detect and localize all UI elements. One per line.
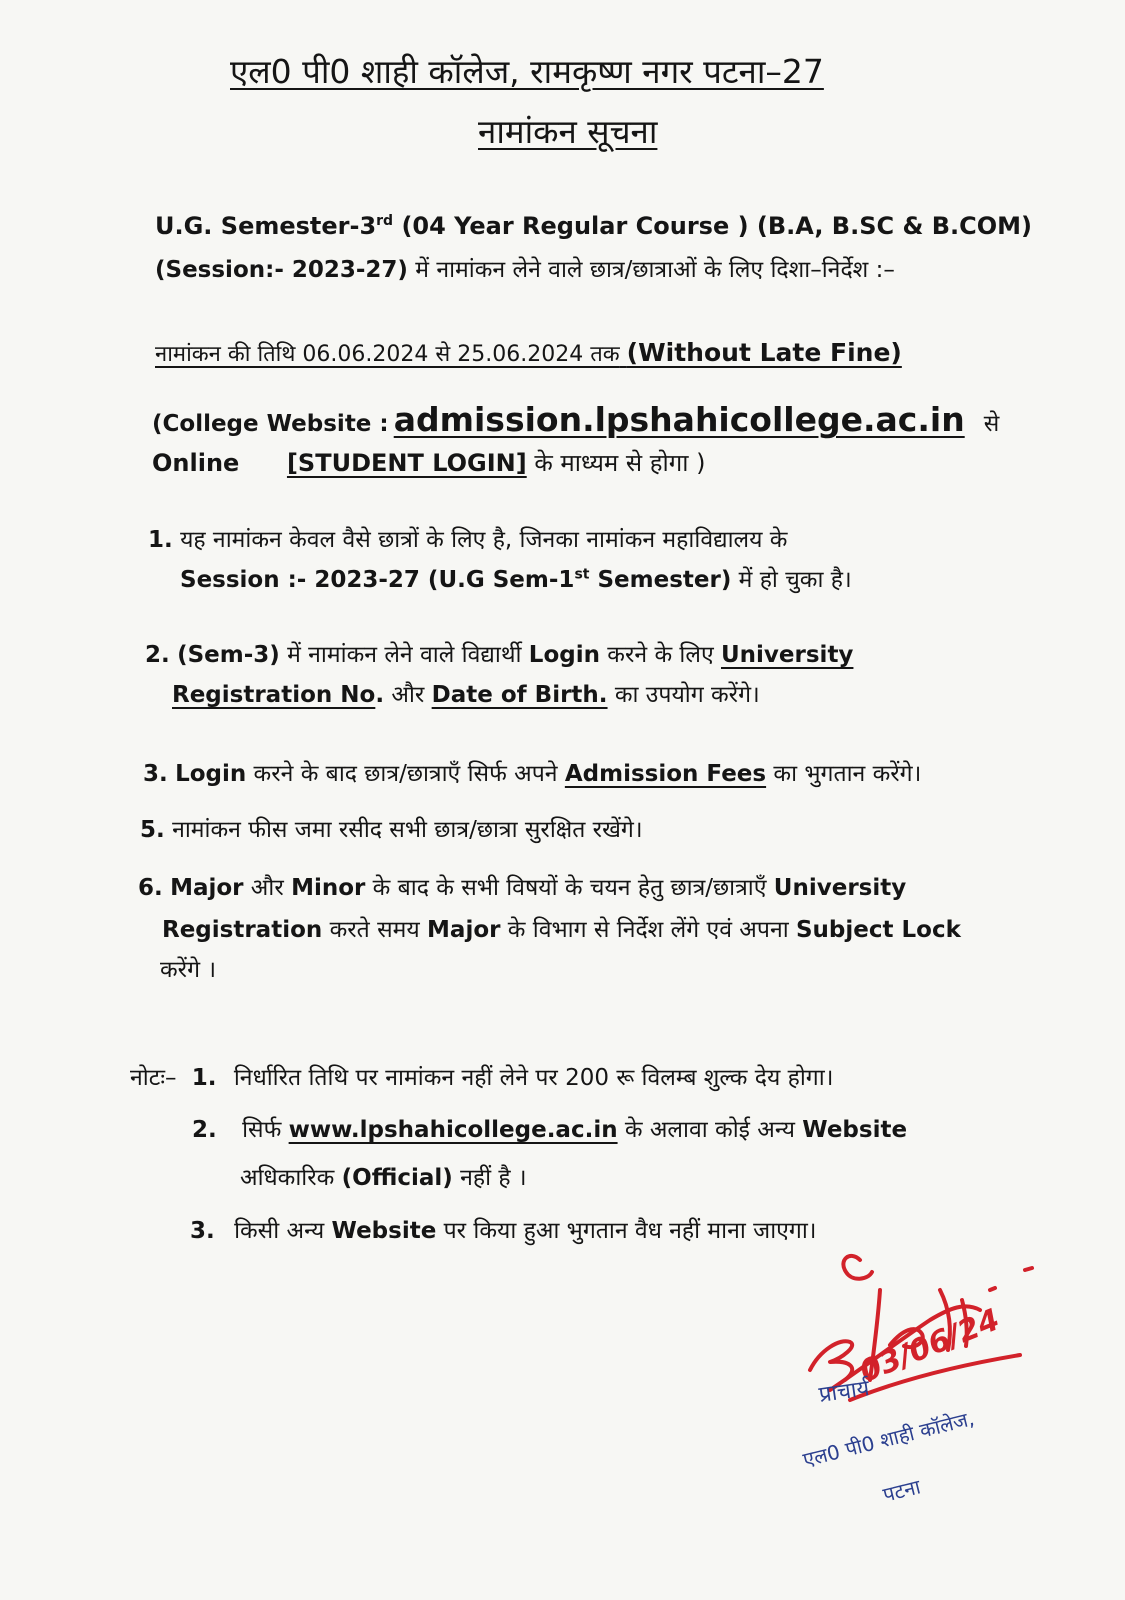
intro-session: (Session:- 2023-27) xyxy=(155,257,408,283)
point-2-text-2: करने के लिए xyxy=(599,642,721,668)
point-6-text: के बाद के सभी विषयों के चयन हेतु छात्र/छात्राएँ xyxy=(365,875,774,901)
note-2-line-2 xyxy=(240,1160,527,1192)
point-5 xyxy=(140,812,643,844)
website-se: से xyxy=(983,411,1000,437)
principal-stamp xyxy=(800,1372,1030,1522)
intro-semester-sup: rd xyxy=(376,213,394,229)
point-2-login: Login xyxy=(528,642,600,668)
website-line-2 xyxy=(152,446,705,479)
student-login-link[interactable]: [STUDENT LOGIN] xyxy=(286,449,527,477)
point-1-number: 1. xyxy=(148,527,173,553)
intro-line-1 xyxy=(155,212,1032,240)
point-2-number: 2. xyxy=(145,642,170,668)
note-1-text: निर्धारित तिथि पर नामांकन नहीं लेने पर 200 रू विलम्ब शुल्क देय होगा। xyxy=(233,1065,834,1091)
note-2-number: 2. xyxy=(192,1117,217,1143)
point-2-registration: Registration No xyxy=(172,682,376,708)
admission-dates xyxy=(155,338,902,368)
point-6-text-2: करते समय xyxy=(322,917,428,943)
college-title: एल0 पी0 शाही कॉलेज, रामकृष्ण नगर पटना–27 xyxy=(230,52,824,91)
point-3-admission-fees: Admission Fees xyxy=(564,761,767,787)
point-2-university: University xyxy=(721,642,854,668)
notice-title: नामांकन सूचना xyxy=(478,112,658,151)
note-2-line-1 xyxy=(192,1112,907,1144)
point-2-dot: . xyxy=(375,682,385,708)
note-3 xyxy=(190,1213,817,1245)
note-2-official: (Official) xyxy=(341,1165,453,1191)
point-6-line-3 xyxy=(160,952,216,984)
point-6-line-2 xyxy=(162,912,961,944)
point-6-minor: Minor xyxy=(291,875,366,901)
website-line-1 xyxy=(152,400,999,439)
point-6-aur: और xyxy=(243,875,292,901)
point-6-major: Major xyxy=(170,875,244,901)
point-2-line-1 xyxy=(145,637,853,669)
signature-date: 03/06/24 xyxy=(855,1302,1005,1390)
college-website-label: (College Website : xyxy=(152,411,389,437)
intro-course: (04 Year Regular Course ) (B.A, B.SC & B.COM) xyxy=(393,212,1033,240)
website-tail: के माध्यम से होगा ) xyxy=(534,449,706,477)
note-3-website: Website xyxy=(331,1218,437,1244)
point-2-dob: Date of Birth. xyxy=(431,682,608,708)
intro-instruction: में नामांकन लेने वाले छात्र/छात्राओं के लिए दिशा–निर्देश :– xyxy=(407,257,895,283)
stamp-principal: प्राचार्य xyxy=(817,1376,871,1408)
point-1-semester: Semester) xyxy=(589,567,732,593)
point-3-text: करने के बाद छात्र/छात्राएँ सिर्फ अपने xyxy=(246,761,565,787)
intro-line-2 xyxy=(155,252,895,284)
point-6-subject-lock: Subject Lock xyxy=(795,917,961,943)
point-6-line-1 xyxy=(138,870,906,902)
point-2-sem: (Sem-3) xyxy=(177,642,280,668)
note-1 xyxy=(130,1060,833,1092)
point-2-text: में नामांकन लेने वाले विद्यार्थी xyxy=(279,642,529,668)
note-3-tail: पर किया हुआ भुगतान वैध नहीं माना जाएगा। xyxy=(436,1218,817,1244)
point-5-text: नामांकन फीस जमा रसीद सभी छात्र/छात्रा सुरक्षित रखेंगे। xyxy=(172,817,643,843)
point-2-aur: और xyxy=(384,682,432,708)
point-3-tail: का भुगतान करेंगे। xyxy=(766,761,922,787)
point-6-university: University xyxy=(773,875,907,901)
note-2-tail: नहीं है । xyxy=(452,1165,527,1191)
college-website-link[interactable]: www.lpshahicollege.ac.in xyxy=(288,1117,618,1143)
admission-website-link[interactable]: admission.lpshahicollege.ac.in xyxy=(393,400,965,439)
note-2-official-hindi: अधिकारिक xyxy=(240,1165,342,1191)
note-2-text: सिर्फ xyxy=(242,1117,289,1143)
note-2-text-2: के अलावा कोई अन्य xyxy=(617,1117,803,1143)
point-1-text: यह नामांकन केवल वैसे छात्रों के लिए है, जिनका नामांकन महाविद्यालय के xyxy=(180,527,788,553)
point-6-registration: Registration xyxy=(162,917,323,943)
point-6-number: 6. xyxy=(138,875,163,901)
point-1-tail: में हो चुका है। xyxy=(731,567,852,593)
point-1-session: Session :- 2023-27 (U.G Sem-1 xyxy=(180,567,575,593)
point-1-line-2 xyxy=(180,562,852,594)
note-1-number: 1. xyxy=(191,1065,217,1091)
stamp-college: एल0 पी0 शाही कॉलेज, xyxy=(800,1406,977,1472)
point-6-major-2: Major xyxy=(427,917,501,943)
intro-semester: U.G. Semester-3 xyxy=(155,212,377,240)
point-3 xyxy=(143,756,921,788)
point-3-number: 3. xyxy=(143,761,168,787)
admission-date-range: नामांकन की तिथि 06.06.2024 से 25.06.2024 तक xyxy=(155,342,620,367)
note-3-text: किसी अन्य xyxy=(234,1218,332,1244)
stamp-city: पटना xyxy=(880,1474,923,1507)
without-late-fine: (Without Late Fine) xyxy=(626,338,902,367)
point-5-number: 5. xyxy=(140,817,165,843)
point-1-line-1 xyxy=(148,522,787,554)
note-2-website: Website xyxy=(802,1117,908,1143)
point-2-line-2 xyxy=(172,677,760,709)
point-3-login: Login xyxy=(175,761,247,787)
online-label: Online xyxy=(152,449,240,477)
point-1-sup: st xyxy=(574,566,590,583)
note-label: नोटः– xyxy=(130,1065,177,1091)
note-3-number: 3. xyxy=(190,1218,215,1244)
point-2-tail: का उपयोग करेंगे। xyxy=(607,682,760,708)
point-6-text-3: के विभाग से निर्देश लेंगे एवं अपना xyxy=(500,917,796,943)
point-6-tail: करेंगे । xyxy=(160,957,217,983)
